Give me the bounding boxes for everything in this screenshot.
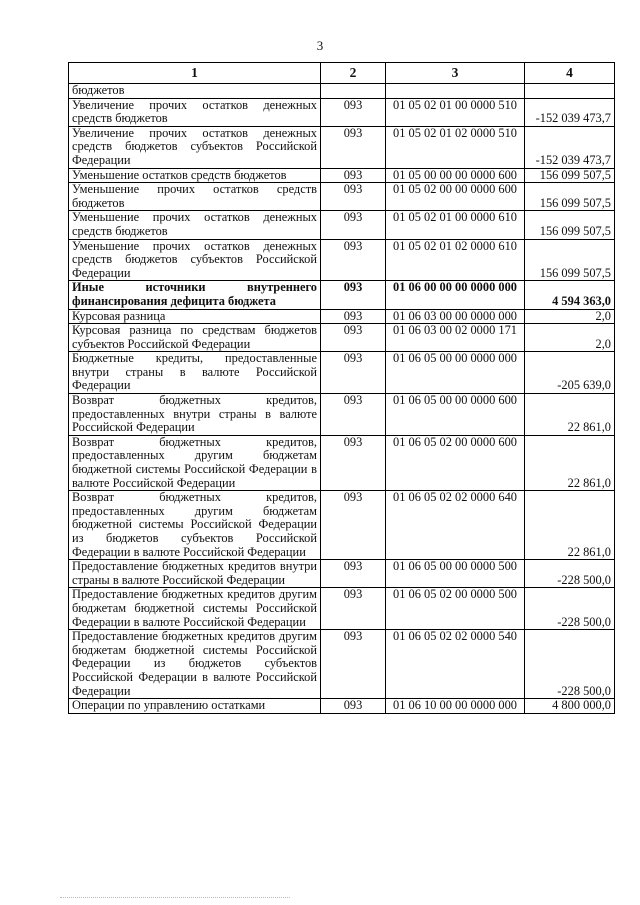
row-admin-code-cell: 093 — [321, 588, 386, 630]
table-row — [69, 630, 615, 699]
row-amount-cell: 4 800 000,0 — [525, 699, 615, 714]
row-admin-code-cell: 093 — [321, 324, 386, 352]
table-row — [69, 309, 615, 324]
row-admin-code-cell: 093 — [321, 352, 386, 394]
column-header-admin-code: 2 — [321, 63, 386, 84]
table-row — [69, 168, 615, 183]
table-row — [69, 98, 615, 126]
row-kbk-cell: 01 05 02 01 02 0000 610 — [386, 239, 525, 281]
row-admin-code-cell: 093 — [321, 699, 386, 714]
row-amount-cell: 156 099 507,5 — [525, 211, 615, 239]
row-name-cell: Предоставление бюджетных кредитов другим бюджетам бюджетной системы Российской Федерации из бюджетов субъектов Российской Федерации в валюте Российской Федерации — [69, 630, 321, 699]
row-name-cell: Операции по управлению остатками — [69, 699, 321, 714]
row-kbk-cell: 01 06 05 00 00 0000 600 — [386, 394, 525, 436]
row-admin-code-cell: 093 — [321, 560, 386, 588]
row-amount-cell: -152 039 473,7 — [525, 98, 615, 126]
row-amount-cell: 156 099 507,5 — [525, 239, 615, 281]
row-amount-cell: -228 500,0 — [525, 630, 615, 699]
row-admin-code-cell: 093 — [321, 239, 386, 281]
table-row — [69, 281, 615, 309]
table-row — [69, 352, 615, 394]
table-row — [69, 435, 615, 490]
row-name-cell: Уменьшение прочих остатков средств бюджетов — [69, 183, 321, 211]
row-admin-code-cell: 093 — [321, 211, 386, 239]
column-header-name: 1 — [69, 63, 321, 84]
row-kbk-cell: 01 06 05 02 02 0000 640 — [386, 491, 525, 560]
row-kbk-cell: 01 05 00 00 00 0000 600 — [386, 168, 525, 183]
row-admin-code-cell: 093 — [321, 630, 386, 699]
row-admin-code-cell: 093 — [321, 168, 386, 183]
row-kbk-cell: 01 06 03 00 02 0000 171 — [386, 324, 525, 352]
row-admin-code-cell: 093 — [321, 183, 386, 211]
budget-sources-table — [68, 62, 615, 714]
row-admin-code-cell — [321, 84, 386, 99]
row-amount-cell: 156 099 507,5 — [525, 183, 615, 211]
row-name-cell: Уменьшение остатков средств бюджетов — [69, 168, 321, 183]
row-name-cell: Курсовая разница — [69, 309, 321, 324]
table-row — [69, 491, 615, 560]
row-kbk-cell: 01 06 00 00 00 0000 000 — [386, 281, 525, 309]
row-name-cell: Возврат бюджетных кредитов, предоставленных другим бюджетам бюджетной системы Российской Федерации из бюджетов субъектов Российской Федерации в валюте Российской Федерации — [69, 491, 321, 560]
row-kbk-cell: 01 05 02 01 00 0000 510 — [386, 98, 525, 126]
row-kbk-cell: 01 05 02 00 00 0000 600 — [386, 183, 525, 211]
row-name-cell: бюджетов — [69, 84, 321, 99]
row-amount-cell: 22 861,0 — [525, 435, 615, 490]
row-kbk-cell: 01 06 03 00 00 0000 000 — [386, 309, 525, 324]
row-name-cell: Возврат бюджетных кредитов, предоставленных внутри страны в валюте Российской Федерации — [69, 394, 321, 436]
row-name-cell: Бюджетные кредиты, предоставленные внутри страны в валюте Российской Федерации — [69, 352, 321, 394]
row-admin-code-cell: 093 — [321, 435, 386, 490]
row-name-cell: Предоставление бюджетных кредитов внутри страны в валюте Российской Федерации — [69, 560, 321, 588]
row-name-cell: Иные источники внутреннего финансирования дефицита бюджета — [69, 281, 321, 309]
row-name-cell: Увеличение прочих остатков денежных средств бюджетов — [69, 98, 321, 126]
row-admin-code-cell: 093 — [321, 281, 386, 309]
row-admin-code-cell: 093 — [321, 126, 386, 168]
row-amount-cell: -228 500,0 — [525, 560, 615, 588]
row-kbk-cell: 01 06 05 00 00 0000 000 — [386, 352, 525, 394]
table-row — [69, 84, 615, 99]
row-name-cell: Возврат бюджетных кредитов, предоставленных другим бюджетам бюджетной системы Российской Федерации в валюте Российской Федерации — [69, 435, 321, 490]
row-amount-cell: 22 861,0 — [525, 394, 615, 436]
table-row — [69, 211, 615, 239]
row-name-cell: Курсовая разница по средствам бюджетов субъектов Российской Федерации — [69, 324, 321, 352]
column-header-amount: 4 — [525, 63, 615, 84]
row-amount-cell: 4 594 363,0 — [525, 281, 615, 309]
row-amount-cell — [525, 84, 615, 99]
row-kbk-cell: 01 06 05 02 00 0000 600 — [386, 435, 525, 490]
table-row — [69, 588, 615, 630]
row-amount-cell: -152 039 473,7 — [525, 126, 615, 168]
table-row — [69, 183, 615, 211]
row-kbk-cell: 01 05 02 01 00 0000 610 — [386, 211, 525, 239]
row-name-cell: Увеличение прочих остатков денежных средств бюджетов субъектов Российской Федерации — [69, 126, 321, 168]
row-name-cell: Уменьшение прочих остатков денежных средств бюджетов — [69, 211, 321, 239]
row-admin-code-cell: 093 — [321, 491, 386, 560]
row-kbk-cell — [386, 84, 525, 99]
row-kbk-cell: 01 05 02 01 02 0000 510 — [386, 126, 525, 168]
row-amount-cell: 2,0 — [525, 309, 615, 324]
row-admin-code-cell: 093 — [321, 98, 386, 126]
table-row — [69, 126, 615, 168]
row-kbk-cell: 01 06 05 02 02 0000 540 — [386, 630, 525, 699]
row-amount-cell: 2,0 — [525, 324, 615, 352]
table-header-row — [69, 63, 615, 84]
table-row — [69, 324, 615, 352]
row-kbk-cell: 01 06 05 00 00 0000 500 — [386, 560, 525, 588]
row-amount-cell: 156 099 507,5 — [525, 168, 615, 183]
row-name-cell: Уменьшение прочих остатков денежных средств бюджетов субъектов Российской Федерации — [69, 239, 321, 281]
row-amount-cell: -228 500,0 — [525, 588, 615, 630]
row-amount-cell: 22 861,0 — [525, 491, 615, 560]
table-row — [69, 560, 615, 588]
table-row — [69, 699, 615, 714]
scan-artifact — [60, 897, 290, 901]
row-kbk-cell: 01 06 10 00 00 0000 000 — [386, 699, 525, 714]
column-header-kbk: 3 — [386, 63, 525, 84]
page-number: 3 — [316, 38, 324, 53]
row-admin-code-cell: 093 — [321, 309, 386, 324]
row-kbk-cell: 01 06 05 02 00 0000 500 — [386, 588, 525, 630]
row-name-cell: Предоставление бюджетных кредитов другим бюджетам бюджетной системы Российской Федерации в валюте Российской Федерации — [69, 588, 321, 630]
table-row — [69, 239, 615, 281]
table-row — [69, 394, 615, 436]
row-amount-cell: -205 639,0 — [525, 352, 615, 394]
row-admin-code-cell: 093 — [321, 394, 386, 436]
